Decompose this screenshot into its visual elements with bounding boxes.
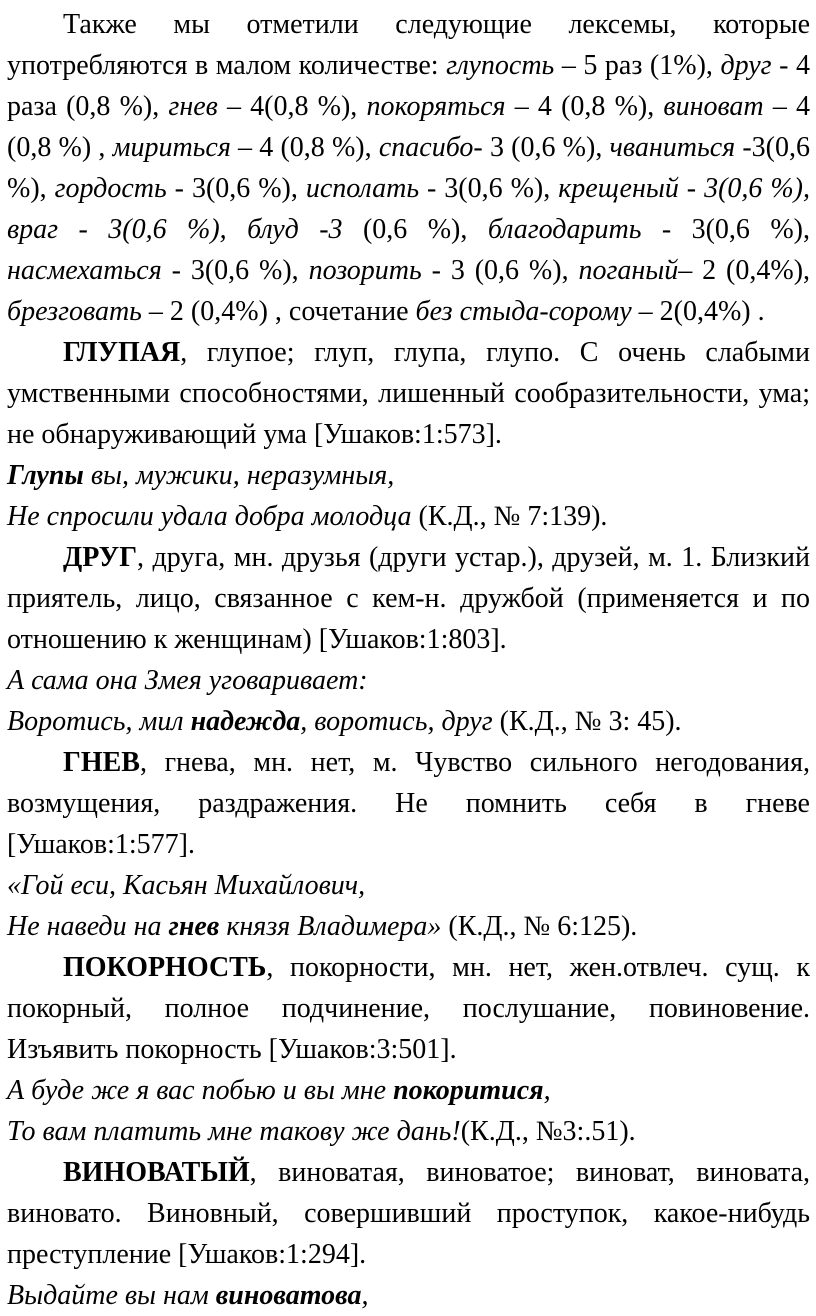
text-run: – 2 (0,4%), <box>678 255 811 286</box>
text-run: 3(0,6 %), враг - 3(0,6 %), блуд -3 <box>7 173 810 245</box>
text-run: , виноватая, виноватое; виноват, виновата, виновато. Виновный, совершивший проступок, какое-нибудь преступление [Ушаков:1:294]. <box>7 1157 810 1270</box>
text-run: – 2(0,4%) . <box>631 296 765 327</box>
text-run: , гнева, мн. нет, м. Чувство сильного негодования, возмущения, раздражения. Не помнить себя в гневе [Ушаков:1:577]. <box>7 747 810 860</box>
text-run: А буде же я вас побью и вы мне <box>7 1075 394 1106</box>
quote-line <box>7 1275 810 1316</box>
quote-line <box>7 906 810 947</box>
text-run: позорить <box>308 255 422 286</box>
text-run: (К.Д., №3:.51). <box>460 1116 636 1147</box>
text-run: , друга, мн. друзья (други устар.), друзей, м. 1. Близкий приятель, лицо, связанное с кем-н. дружбой (применяется и по отношению к женщинам) [Ушаков:1:803]. <box>7 542 810 655</box>
text-run: благодарить <box>487 214 642 245</box>
paragraph <box>7 332 810 455</box>
text-run: виноватова <box>215 1280 362 1311</box>
text-run: Воротись, мил <box>7 706 191 737</box>
text-run: , воротись, друг <box>300 706 500 737</box>
text-run: вы, мужики, неразумныя, <box>83 460 395 491</box>
quote-line <box>7 496 810 537</box>
text-run: (0,6 %), <box>342 214 488 245</box>
text-run: То вам платить мне такову же дань! <box>7 1116 461 1147</box>
text-run: друг <box>720 50 772 81</box>
text-run: ВИНОВАТЫЙ <box>63 1157 250 1188</box>
quote-line <box>7 660 810 701</box>
text-run: брезговать <box>7 296 142 327</box>
text-run: покоряться <box>366 91 506 122</box>
text-run: ДРУГ <box>63 542 138 573</box>
text-run: мириться <box>112 132 231 163</box>
text-run: , <box>543 1075 551 1106</box>
text-run: без стыда-сорому <box>415 296 632 327</box>
text-run: гнев <box>168 911 220 942</box>
text-run: крещеный <box>558 173 679 204</box>
text-run: Глупы <box>7 460 84 491</box>
text-run: надежда <box>190 706 301 737</box>
text-run: -3(0,6 %), <box>7 132 811 204</box>
text-run: виноват <box>663 91 764 122</box>
text-run: Также мы отметили следующие лексемы, которые употребляются в малом количестве: <box>7 9 810 81</box>
text-run: – 4 (0,8 %), <box>230 132 379 163</box>
quote-line <box>7 1070 810 1111</box>
text-run: (К.Д., № 6:125). <box>448 911 638 942</box>
text-run: покоритися <box>393 1075 544 1106</box>
text-run: – 2 (0,4%) , сочетание <box>141 296 416 327</box>
text-run: ПОКОРНОСТЬ <box>63 952 267 983</box>
text-run: исполать <box>305 173 420 204</box>
text-run: Не наведи на <box>7 911 169 942</box>
paragraph <box>7 742 810 865</box>
paragraph <box>7 537 810 660</box>
text-run: насмехаться <box>7 255 162 286</box>
text-run: князя Владимера» <box>219 911 449 942</box>
quote-line <box>7 865 810 906</box>
text-run: ГЛУПАЯ <box>63 337 181 368</box>
text-run: Выдайте вы нам <box>7 1280 216 1311</box>
text-run: А сама она Змея уговаривает: <box>7 665 368 696</box>
text-run: (К.Д., № 7:139). <box>418 501 608 532</box>
text-run: - 3(0,6 %), <box>419 173 559 204</box>
text-run: (К.Д., № 3: 45). <box>499 706 682 737</box>
text-run: – 4 (0,8 %), <box>505 91 664 122</box>
text-run: , <box>361 1280 369 1311</box>
quote-line <box>7 455 810 496</box>
text-run: - 3(0,6 %), <box>166 173 306 204</box>
text-run: «Гой еси, Касьян Михайлович, <box>7 870 366 901</box>
text-run: - 3(0,6 %), <box>641 214 811 245</box>
text-run: - 4 раза (0,8 %), <box>7 50 810 122</box>
text-run: глупость <box>446 50 555 81</box>
paragraph <box>7 947 810 1070</box>
text-run: чваниться <box>609 132 736 163</box>
quote-line <box>7 1111 810 1152</box>
text-run: , глупое; глуп, глупа, глупо. С очень слабыми умственными способностями, лишенный сообразительности, ума; не обнаруживающий ума [Ушаков:1:573]. <box>7 337 810 450</box>
text-run: – 4 (0,8 %) , <box>7 91 810 163</box>
text-run: гордость <box>54 173 167 204</box>
text-run: Не спросили удала добра молодца <box>7 501 419 532</box>
paragraph <box>7 1152 810 1275</box>
quote-line <box>7 701 810 742</box>
text-run: - 3 (0,6 %), <box>473 132 610 163</box>
text-run: гнев <box>168 91 218 122</box>
text-run: , покорности, мн. нет, жен.отвлеч. сущ. к покорный, полное подчинение, послушание, повиновение. Изъявить покорность [Ушаков:3:501]. <box>7 952 810 1065</box>
text-run: спасибо <box>378 132 474 163</box>
paragraph <box>7 4 810 332</box>
text-run: - 3(0,6 %), <box>161 255 309 286</box>
text-run: поганый <box>578 255 679 286</box>
text-run: - 3 (0,6 %), <box>421 255 579 286</box>
text-run: - <box>678 173 705 204</box>
text-run: – 4(0,8 %), <box>217 91 367 122</box>
text-run: – 5 раз (1%), <box>554 50 721 81</box>
text-run: ГНЕВ <box>63 747 140 778</box>
